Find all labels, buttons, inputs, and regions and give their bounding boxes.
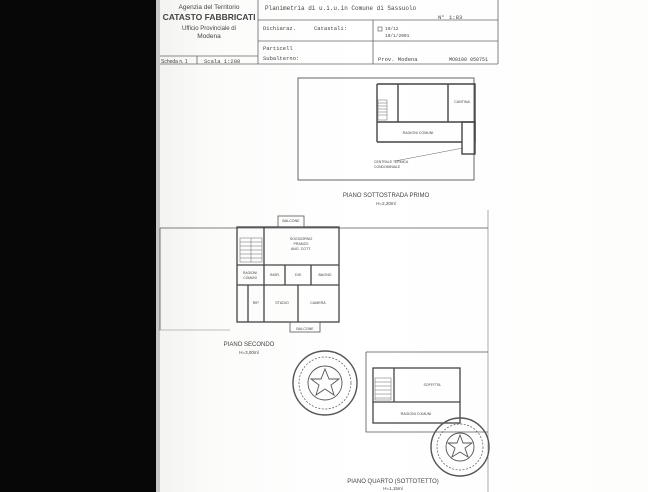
ragioni-label-2: COMUNI (243, 276, 257, 280)
stamp-seal-icon (431, 418, 489, 476)
basement-centrale-2: CONDOMINIALE (374, 165, 401, 169)
camera-label: CAMERA (310, 301, 326, 305)
ingr-label: INGR. (270, 273, 280, 277)
second-floor-height: H=3,00ml (239, 350, 259, 355)
ragioni-label-1: RAGIONI (243, 271, 257, 275)
fourth-floor-height: H=1,15ml (383, 486, 403, 491)
office-line-3: Ufficio Provinciale di (182, 26, 236, 32)
soggiorno-label-1: SOGGIORNO (289, 237, 313, 241)
fourth-floor-caption: PIANO QUARTO (SOTTOTETTO) (347, 479, 439, 485)
header-date-2: 10/1/2001 (385, 34, 410, 39)
header-dichiarazione: Dichiaraz. (263, 25, 297, 32)
header-date-1: 10/12 (385, 27, 399, 32)
stamp-seal-icon (293, 351, 357, 415)
balcone-bottom-label: BALCONE (296, 327, 314, 331)
office-line-1: Agenzia del Territorio (178, 4, 240, 11)
studio-label: STUDIO (275, 301, 289, 305)
header-subalterno: Subalterno: (263, 55, 300, 62)
bagno-label: BAGNO (318, 273, 332, 277)
basement-plan (298, 78, 475, 206)
second-floor-caption: PIANO SECONDO (223, 342, 275, 348)
document-header (160, 0, 498, 65)
header-protocol: MO0100 050751 (449, 57, 489, 63)
balcone-top-label: BALCONE (282, 219, 300, 223)
fourth-floor-ragioni: RAGIONI COMUNI (400, 412, 432, 416)
second-floor-plan (160, 216, 488, 355)
soffitta-label: SOFFITTA (423, 383, 441, 387)
office-line-2: CATASTO FABBRICATI (162, 12, 256, 22)
office-line-4: Modena (197, 33, 221, 40)
basement-room-cantina: CANTINA (454, 100, 470, 104)
header-title: Planimetria di u.i.u.in Comune di Sassuolo (265, 5, 417, 12)
soggiorno-label-2: PRANZO (293, 242, 309, 246)
basement-centrale-1: CENTRALE TERMICA (374, 160, 409, 164)
basement-ragioni-comuni: RAGIONI COMUNI (402, 131, 434, 135)
header-scheda: Scheda n. 1 (161, 59, 188, 65)
fourth-floor-plan (347, 352, 488, 491)
dis-label: DIS (295, 273, 301, 277)
header-scala: Scala 1:200 (204, 58, 241, 65)
soggiorno-label-3: ANG. COTT. (290, 247, 312, 251)
header-number-label: N° (438, 14, 445, 21)
stair-icon (375, 378, 391, 400)
basement-caption: PIANO SOTTOSTRADA PRIMO (342, 193, 430, 199)
basement-height: H=2,20ml (376, 201, 396, 206)
stair-icon (378, 100, 387, 120)
header-number-value: 1:83 (449, 14, 463, 21)
header-catastali: Catastali: (314, 25, 348, 32)
header-particella: Particell (263, 45, 293, 52)
stair-icon (240, 238, 262, 262)
header-provincia: Prov. Modena (378, 56, 418, 63)
rip-label: RIP. (252, 301, 260, 305)
